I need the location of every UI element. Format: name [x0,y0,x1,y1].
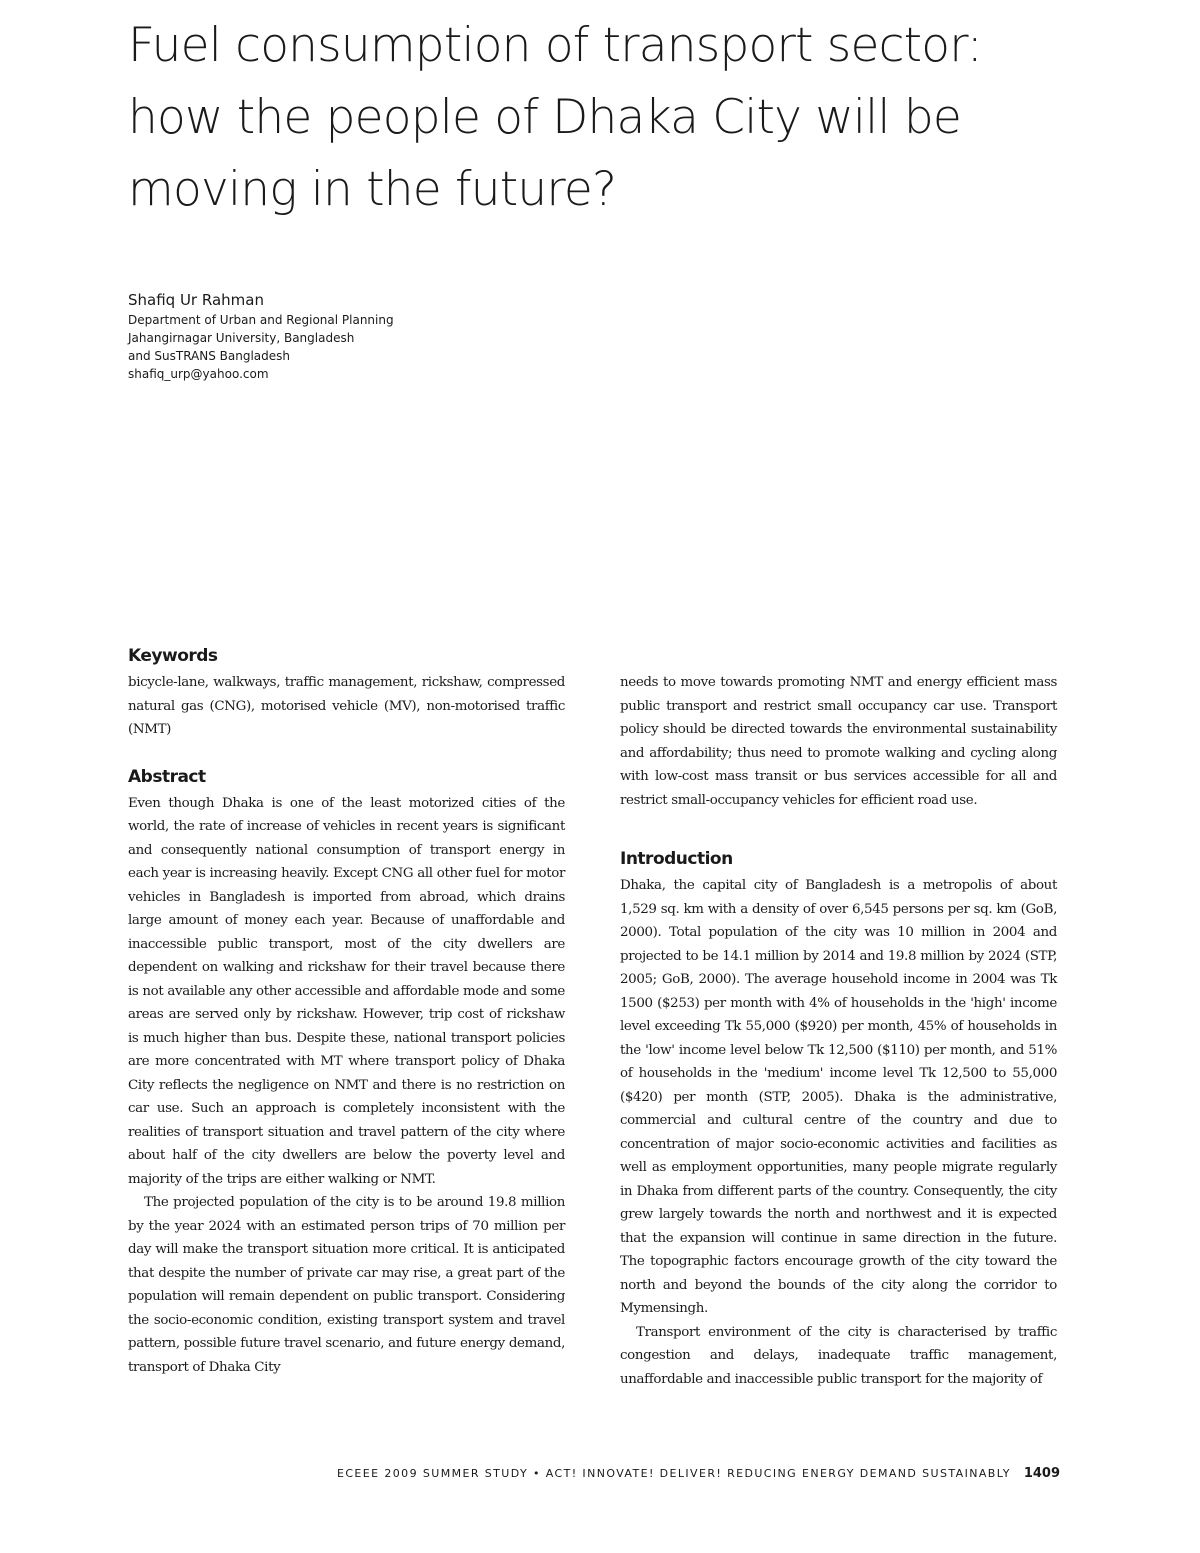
paper-title [128,10,1028,226]
author-name: Shafiq Ur Rahman [128,291,264,309]
introduction-heading: Introduction [620,849,733,869]
footer-running-title: ECEEE 2009 SUMMER STUDY • ACT! INNOVATE! DELIVER! REDUCING ENERGY DEMAND SUSTAINABLY [337,1467,1011,1480]
author-block [128,289,548,383]
right-column [620,671,1057,1391]
page-number: 1409 [1023,1466,1060,1481]
author-organization: and SusTRANS Bangladesh [128,349,291,363]
abstract-continuation: needs to move towards promoting NMT and energy efficient mass public transport and restrict small occupancy car use. Transport policy should be directed towards the environmental sustainability and affordability; thus need to promote walking and cycling along with low-cost mass transit or bus services accessible for all and restrict small-occupancy vehicles for efficient road use. [620,675,1057,808]
introduction-paragraph: Transport environment of the city is characterised by traffic congestion and delays, inadequate traffic management, unaffordable and inaccessible public transport for the majority of [620,1324,1057,1387]
introduction-paragraph: Dhaka, the capital city of Bangladesh is a metropolis of about 1,529 sq. km with a density of over 6,545 persons per sq. km (GoB, 2000). Total population of the city was 10 million in 2004 and projected to be 14.1 million by 2014 and 19.8 million by 2024 (STP, 2005; GoB, 2000). The average household income in 2004 was Tk 1500 ($253) per month with 4% of households in the 'high' income level exceeding Tk 55,000 ($920) per month, 45% of households in the 'low' income level below Tk 12,500 ($110) per month, and 51% of households in the 'medium' income level Tk 12,500 to 55,000 ($420) per month (STP, 2005). Dhaka is the administrative, commercial and cultural centre of the country and due to concentration of major socio-economic activities and facilities as well as employment opportunities, many people migrate regularly in Dhaka from different parts of the country. Consequently, the city grew largely towards the north and northwest and it is expected that the expansion will continue in same direction in the future. The topographic factors encourage growth of the city toward the north and beyond the bounds of the city along the corridor to Mymensingh. [620,878,1057,1316]
abstract-paragraph: Even though Dhaka is one of the least motorized cities of the world, the rate of increase of vehicles in recent years is significant and consequently national consumption of transport energy in each year is increasing heavily. Except CNG all other fuel for motor vehicles in Bangladesh is imported from abroad, which drains large amount of money each year. Because of unaffordable and inaccessible public transport, most of the city dwellers are dependent on walking and rickshaw for their travel because there is not available any other accessible and affordable mode and some areas are served only by rickshaw. However, trip cost of rickshaw is much higher than bus. Despite these, national transport policies are more concentrated with MT where transport policy of Dhaka City reflects the negligence on NMT and there is no restriction on car use. Such an approach is completely inconsistent with the realities of transport situation and travel pattern of the city where about half of the city dwellers are below the poverty level and majority of the trips are either walking or NMT. [128,795,565,1187]
abstract-paragraph: The projected population of the city is to be around 19.8 million by the year 2024 with an estimated person trips of 70 million per day will make the transport situation more critical. It is anticipated that despite the number of private car may rise, a great part of the population will remain dependent on public transport. Considering the socio-economic condition, existing transport system and travel pattern, possible future travel scenario, and future energy demand, transport of Dhaka City [128,1195,565,1375]
title-line: moving in the future? [128,162,617,217]
keywords-text: bicycle-lane, walkways, traffic management, rickshaw, compressed natural gas (CNG), motorised vehicle (MV), non-motorised traffic (NMT) [128,675,565,737]
author-email: shafiq_urp@yahoo.com [128,367,269,381]
left-column [128,643,565,1379]
page-footer [330,1466,1060,1481]
section-spacer [128,742,565,764]
author-department: Department of Urban and Regional Planning [128,313,394,327]
abstract-heading: Abstract [128,766,206,787]
author-university: Jahangirnagar University, Bangladesh [128,331,355,345]
keywords-heading: Keywords [128,646,218,666]
section-spacer [620,812,1057,846]
title-line: Fuel consumption of transport sector: [128,18,982,73]
title-line: how the people of Dhaka City will be [128,90,961,145]
